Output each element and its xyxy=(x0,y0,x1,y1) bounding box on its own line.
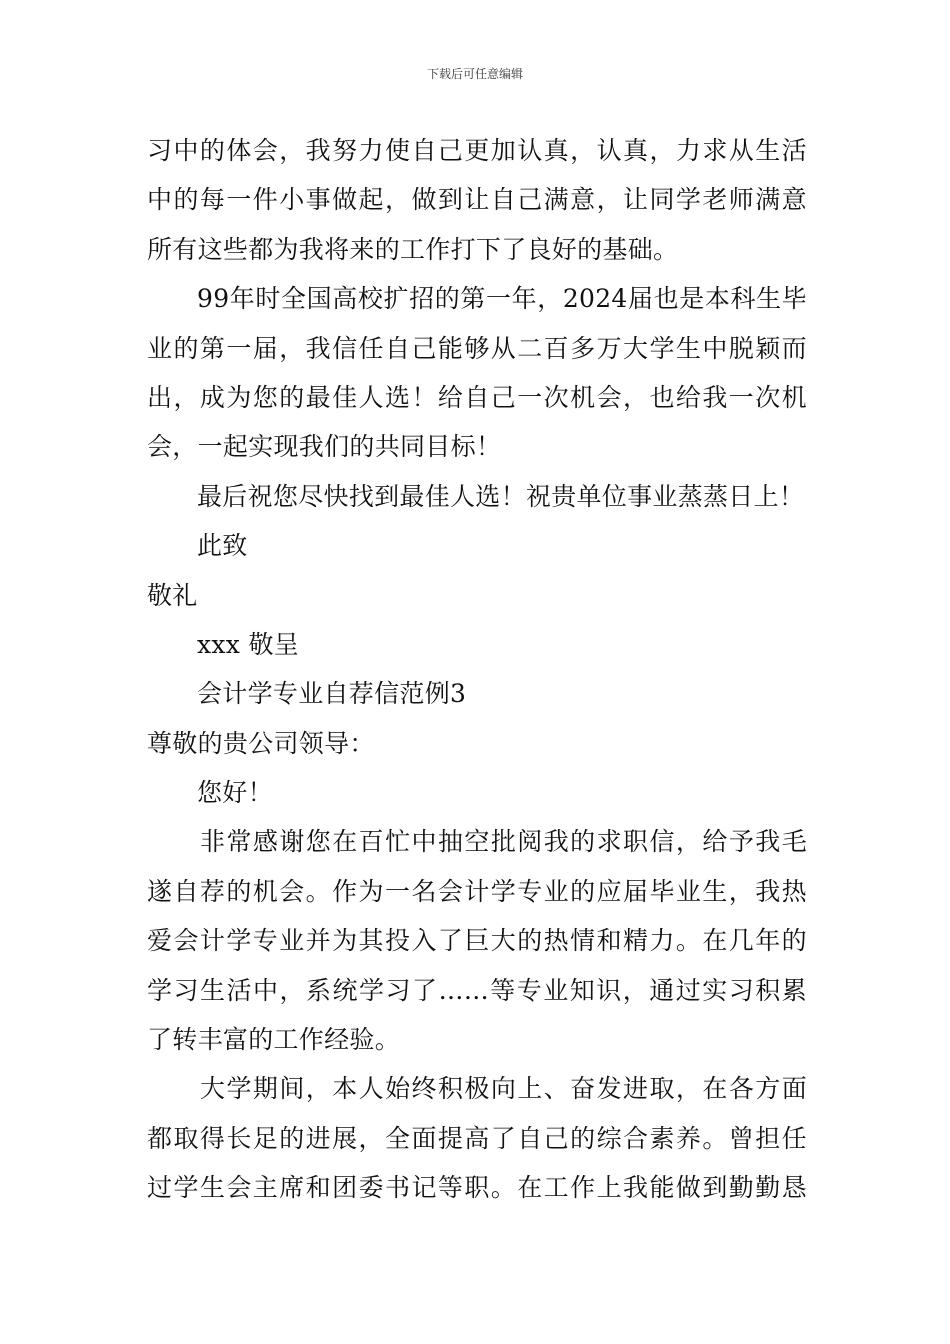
greeting-hello: 您好！ xyxy=(197,778,273,808)
salutation-cizhi: 此致 xyxy=(197,531,248,561)
salutation-jingli: 敬礼 xyxy=(147,580,198,610)
text-line-18: 学习生活中，系统学习了……等专业知识，通过实习积累 xyxy=(147,975,807,1005)
signature: xxx 敬呈 xyxy=(197,629,300,659)
text-line-22: 过学生会主席和团委书记等职。在工作上我能做到勤勤恳 xyxy=(147,1173,807,1203)
page-header: 下载后可任意编辑 xyxy=(426,67,523,81)
text-line-6: 出，成为您的最佳人选！给自己一次机会，也给我一次机 xyxy=(147,382,807,412)
greeting-recipient: 尊敬的贵公司领导： xyxy=(147,728,375,758)
section-title: 会计学专业自荐信范例3 xyxy=(197,679,467,709)
text-line-17: 爱会计学专业并为其投入了巨大的热情和精力。在几年的 xyxy=(147,926,807,956)
text-line-2: 中的每一件小事做起，做到让自己满意，让同学老师满意 xyxy=(147,185,807,215)
text-line-16: 遂自荐的机会。作为一名会计学专业的应届毕业生，我热 xyxy=(147,876,807,906)
text-line-5: 业的第一届，我信任自己能够从二百多万大学生中脱颖而 xyxy=(147,333,807,363)
paragraph-start-thanks: 非常感谢您在百忙中抽空批阅我的求职信，给予我毛 xyxy=(200,827,807,857)
paragraph-start-college: 大学期间，本人始终积极向上、奋发进取，在各方面 xyxy=(200,1074,807,1104)
text-line-7: 会，一起实现我们的共同目标！ xyxy=(147,432,502,462)
text-line-3: 所有这些都为我将来的工作打下了良好的基础。 xyxy=(147,234,679,264)
document-body xyxy=(147,126,807,1213)
text-line-1: 习中的体会，我努力使自己更加认真，认真，力求从生活 xyxy=(147,136,807,165)
paragraph-start-99: 99年时全国高校扩招的第一年，2024届也是本科生毕 xyxy=(197,284,807,314)
text-line-19: 了转丰富的工作经验。 xyxy=(147,1025,401,1055)
text-line-21: 都取得长足的进展，全面提高了自己的综合素养。曾担任 xyxy=(147,1123,807,1153)
closing-wish: 最后祝您尽快找到最佳人选！祝贵单位事业蒸蒸日上！ xyxy=(197,481,805,511)
